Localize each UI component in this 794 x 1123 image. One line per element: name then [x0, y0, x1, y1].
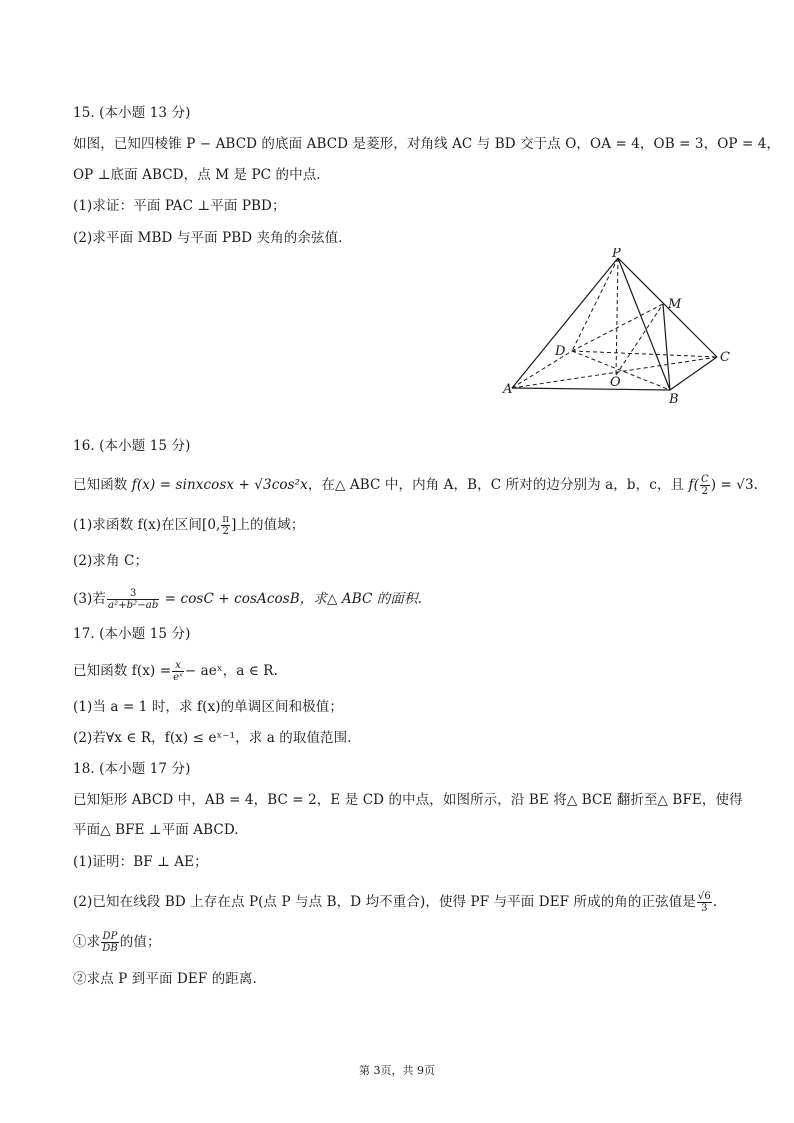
edge-PA	[512, 258, 618, 388]
q16-part3: (3)若 $\frac{3}{\text{a²+b²−ab}}$ = cosC + cosAcosB，求△ ABC 的面积.	[73, 588, 422, 611]
q18-part2: (2)已知在线段 BD 上存在点 P(点 P 与点 B，D 均不重合)，使得 PF 与平面 DEF 所成的角的正弦值是 $\frac{√6}{3}$ .	[73, 891, 718, 914]
q16-part3-fraction: $\frac{3}{\text{a²+b²−ab}}$	[108, 588, 159, 611]
q16-part2: (2)求角 C；	[73, 553, 149, 569]
edge-DB	[572, 351, 670, 390]
q15-stem-line2: OP ⊥底面 ABCD，点 M 是 PC 的中点.	[73, 167, 321, 183]
edge-MB	[663, 304, 670, 390]
q17-fraction: $\frac{x}{\text{eˣ}}$	[173, 660, 183, 683]
q16-header: 16. (本小题 15 分)	[73, 438, 191, 454]
q16-stem: 已知函数 f(x) = sinxcosx + √3cos²x，在△ ABC 中，内角 A，B，C 所对的边分别为 a，b，c，且 f( $\frac{C}{2}$ ) = √3.	[73, 474, 759, 497]
q18-ratio-fraction: $\frac{DP}{DB}$	[102, 931, 118, 954]
q18-part1: (1)证明：BF ⊥ AE；	[73, 854, 208, 870]
label-B: B	[669, 392, 679, 406]
q18-stem-line1: 已知矩形 ABCD 中，AB = 4，BC = 2，E 是 CD 的中点，如图所示，沿 BE 将△ BCE 翻折至△ BFE，使得	[73, 792, 743, 808]
edge-DM	[572, 304, 663, 351]
q15-stem-line1: 如图，已知四棱锥 P − ABCD 的底面 ABCD 是菱形，对角线 AC 与 BD 交于点 O，OA = 4，OB = 3，OP = 4，	[73, 136, 781, 152]
q17-part1: (1)当 a = 1 时，求 f(x)的单调区间和极值；	[73, 699, 343, 715]
q15-header: 15. (本小题 13 分)	[73, 105, 191, 121]
label-O: O	[610, 375, 621, 390]
edge-DC	[572, 351, 717, 357]
q17-stem: 已知函数 f(x) = $\frac{x}{\text{eˣ}}$ − aeˣ，a ∈ R.	[73, 660, 278, 683]
q16-part1: (1)求函数 f(x)在区间[0, $\frac{\pi}{2}$ ]上的值域；	[73, 514, 305, 537]
q18-sub2: ②求点 P 到平面 DEF 的距离.	[73, 971, 257, 987]
edge-PB	[618, 258, 670, 390]
q15-part2: (2)求平面 MBD 与平面 PBD 夹角的余弦值.	[73, 230, 343, 246]
page-footer: 第 3页，共 9页	[359, 1064, 435, 1077]
q17-header: 17. (本小题 15 分)	[73, 626, 191, 642]
q17-part2: (2)若∀x ∈ R，f(x) ≤ eˣ⁻¹，求 a 的取值范围.	[73, 730, 352, 746]
label-D: D	[555, 344, 566, 359]
q18-sqrt6-fraction: $\frac{√6}{3}$	[697, 891, 711, 914]
edge-PO	[616, 258, 618, 375]
label-A: A	[503, 382, 513, 397]
pyramid-figure	[500, 248, 735, 406]
q18-stem-line2: 平面△ BFE ⊥平面 ABCD.	[73, 822, 239, 838]
label-P: P	[612, 248, 621, 261]
edge-AB	[512, 388, 670, 390]
edge-PD	[572, 258, 618, 351]
edge-BC	[670, 357, 717, 390]
label-C: C	[720, 350, 730, 365]
q16-cond-fraction: $\frac{C}{2}$	[700, 474, 709, 497]
q15-part1: (1)求证：平面 PAC ⊥平面 PBD；	[73, 198, 286, 214]
q16-pi-fraction: $\frac{\pi}{2}$	[222, 514, 230, 537]
edge-OM	[616, 304, 663, 375]
label-M: M	[668, 297, 682, 312]
q18-sub1: ①求 $\frac{DP}{DB}$ 的值；	[73, 931, 161, 954]
q18-header: 18. (本小题 17 分)	[73, 761, 191, 777]
